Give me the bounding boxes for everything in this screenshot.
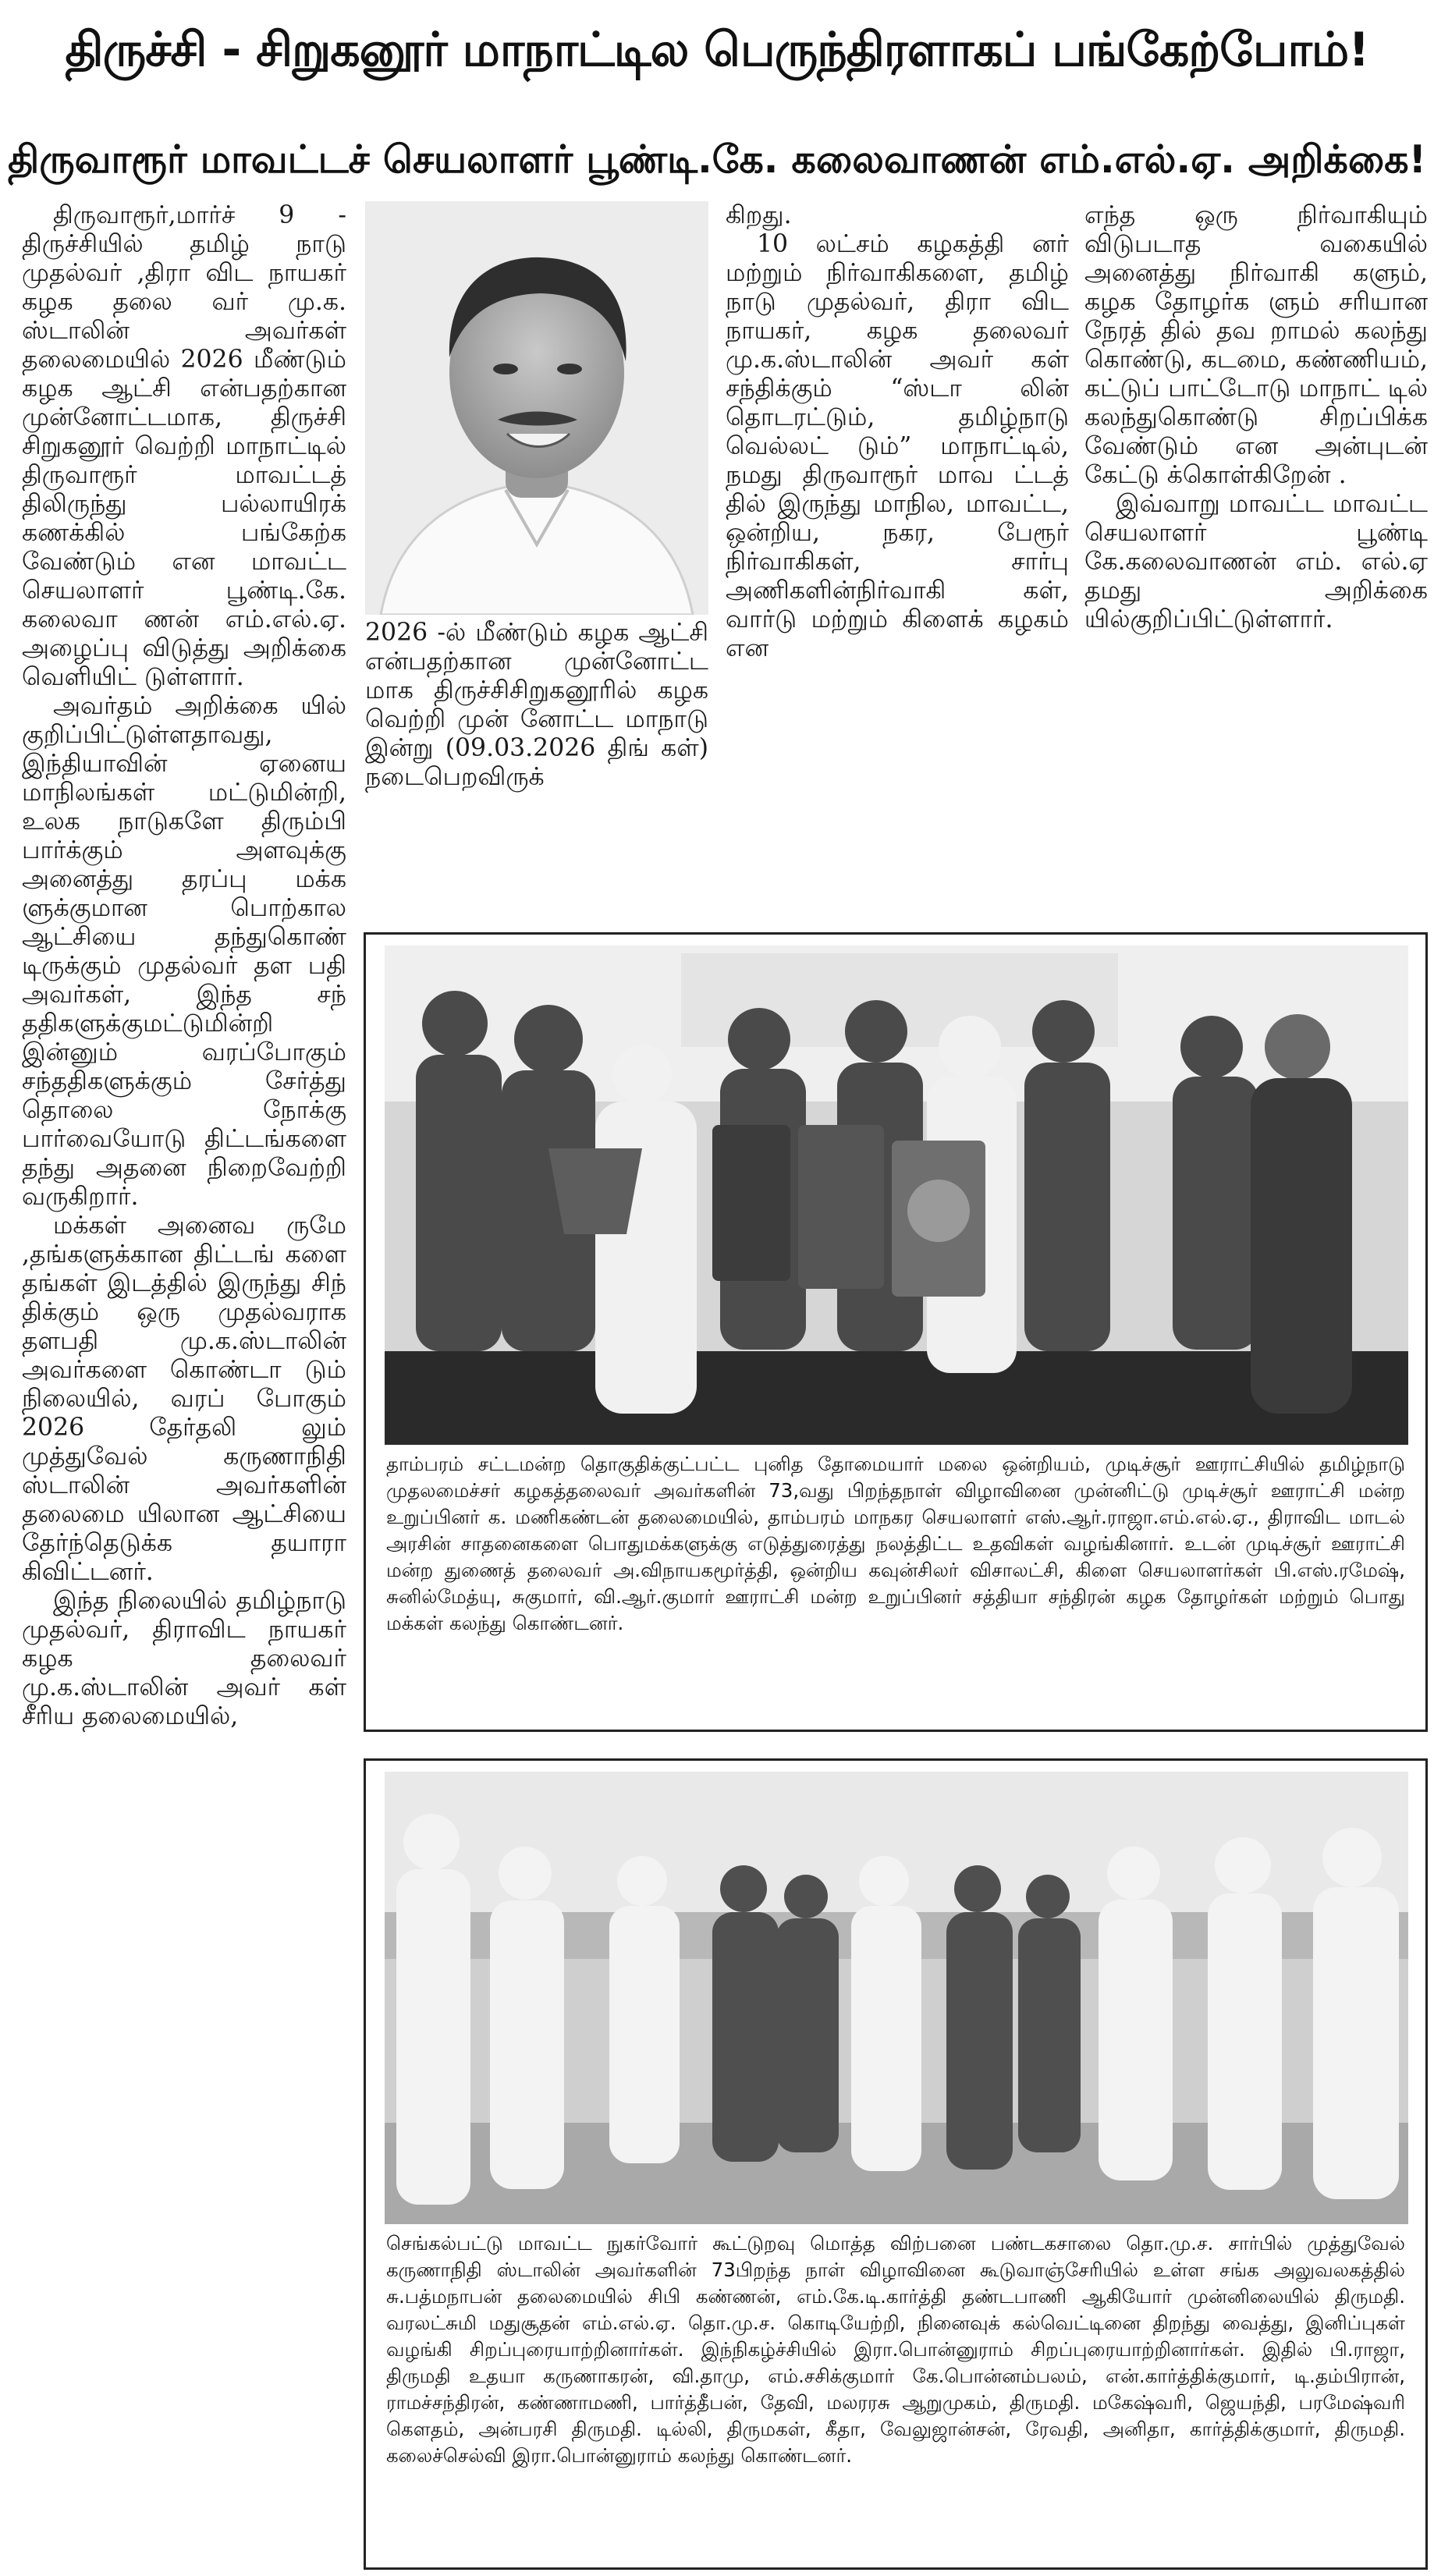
article-column-2 [365,619,708,931]
article-paragraph: எந்த ஒரு நிர்வாகியும் விடுபடாத வகையில் அனைத்து நிர்வாகி களும், கழக தோழர்க ளும் சரியான நேரத் தில் தவ றாமல் கலந்து கொண்டு, கடமை, கண்ணியம், கட்டுப் பாட்டோடு மாநாட் டில் கலந்துகொண்டு சிறப்பிக்க வேண்டும் என அன்புடன் கேட்டு க்கொள்கிறேன் . [1084,201,1428,489]
article-column-4 [1084,201,1428,931]
article-paragraph: 2026 -ல் மீண்டும் கழக ஆட்சி என்பதற்கான முன்னோட்ட மாக திருச்சிசிறுகனூரில் கழக வெற்றி முன் னோட்ட மாநாடு இன்று (09.03.2026 திங் கள்) நடைபெறவிருக் [365,619,708,791]
portrait-photo [365,201,708,615]
article-paragraph: மக்கள் அனைவ ருமே ,தங்களுக்கான திட்டங் களை தங்கள் இடத்தில் இருந்து சிந் திக்கும் ஒரு முதல்வராக தளபதி மு.க.ஸ்டாலின் அவர்களை கொண்டா டும் நிலையில், வரப் போகும் 2026 தேர்தலி லும் முத்துவேல் கருணாநிதி ஸ்டாலின் அவர்களின் தலைமை யிலான ஆட்சியை தேர்ந்தெடுக்க தயாரா கிவிட்டனர். [22,1212,346,1586]
article-paragraph: திருவாரூர்,மார்ச் 9 - திருச்சியில் தமிழ் நாடு முதல்வர் ,திரா விட நாயகர் கழக தலை வர் மு.க. ஸ்டாலின் அவர்கள் தலைமையில் 2026 மீண்டும் கழக ஆட்சி என்பதற்கான முன்னோட்டமாக, திருச்சி சிறுகனூர் வெற்றி மாநாட்டில் திருவாரூர் மாவட்டத் திலிருந்து பல்லாயிரக் கணக்கில் பங்கேற்க வேண்டும் என மாவட்ட செயலாளர் பூண்டி.கே. கலைவா ணன் எம்.எல்.ஏ. அழைப்பு விடுத்து அறிக்கை வெளியிட் டுள்ளார். [22,201,346,691]
article-paragraph: அவர்தம் அறிக்கை யில் குறிப்பிட்டுள்ளதாவது, இந்தியாவின் ஏனைய மாநிலங்கள் மட்டுமின்றி, உலக நாடுகளே திரும்பி பார்க்கும் அளவுக்கு அனைத்து தரப்பு மக்க ளுக்குமான பொற்கால ஆட்சியை தந்துகொண் டிருக்கும் முதல்வர் தள பதி அவர்கள், இந்த சந் ததிகளுக்குமட்டுமின்றி இன்னும் வரப்போகும் சந்ததிகளுக்கும் சேர்த்து தொலை நோக்கு பார்வையோடு திட்டங்களை தந்து அதனை நிறைவேற்றி வருகிறார். [22,692,346,1211]
headline: திருச்சி - சிறுகனூர் மாநாட்டில பெருந்திரளாகப் பங்கேற்போம்! [65,23,1369,77]
news-photo-box-2 [364,1758,1428,2570]
article-paragraph: இவ்வாறு மாவட்ட மாவட்ட செயலாளர் பூண்டி கே.கலைவாணன் எம். எல்.ஏ தமது அறிக்கை யில்குறிப்பிட்டுள்ளார். [1084,490,1428,633]
event-photo [385,946,1408,1445]
photo-caption: செங்கல்பட்டு மாவட்ட நுகர்வோர் கூட்டுறவு மொத்த விற்பனை பண்டகசாலை தொ.மு.ச. சார்பில் முத்துவேல் கருணாநிதி ஸ்டாலின் அவர்களின் 73பிறந்த நாள் விழாவினை கூடுவாஞ்சேரியில் உள்ள சங்க அலுவலகத்தில் சு.பத்மநாபன் தலைமையில் சிபி கண்ணன், எம்.கே.டி.கார்த்தி தண்டபாணி ஆகியோர் முன்னிலையில் திருமதி. வரலட்சுமி மதுசூதன் எம்.எல்.ஏ. தொ.மு.ச. கொடியேற்றி, நினைவுக் கல்வெட்டினை திறந்து வைத்து, இனிப்புகள் வழங்கி சிறப்புரையாற்றினார்கள். இந்நிகழ்ச்சியில் இரா.பொன்னுராம் சிறப்புரையாற்றினார்கள். இதில் பி.ராஜா, திருமதி உதயா கருணாகரன், வி.தாமு, எம்.சசிக்குமார் கே.பொன்னம்பலம், என்.கார்த்திக்குமார், டி.தம்பிரான், ராமச்சந்திரன், கண்ணாமணி, பார்த்தீபன், தேவி, மலரரசு ஆறுமுகம், திருமதி. மகேஷ்வரி, ஜெயந்தி, பரமேஷ்வரி கௌதம், அன்பரசி திருமதி. டில்லி, திருமகள், கீதா, வேலுஜான்சன், ரேவதி, அனிதா, கார்த்திக்குமார், திருமதி. கலைச்செல்வி இரா.பொன்னுராம் கலந்து கொண்டனர். [386,2232,1405,2467]
article-paragraph: கிறது. [726,201,792,229]
subheadline: திருவாரூர் மாவட்டச் செயலாளர் பூண்டி.கே. கலைவாணன் எம்.எல்.ஏ. அறிக்கை! [8,137,1426,182]
photo-caption: தாம்பரம் சட்டமன்ற தொகுதிக்குட்பட்ட புனித தோமையார் மலை ஒன்றியம், முடிச்சூர் ஊராட்சியில் தமிழ்நாடு முதலமைச்சர் கழகத்தலைவர் அவர்களின் 73,வது பிறந்தநாள் விழாவினை முன்னிட்டு முடிச்சூர் ஊராட்சி மன்ற உறுப்பினர் க. மணிகண்டன் தலைமையில், தாம்பரம் மாநகர செயலாளர் எஸ்.ஆர்.ராஜா.எம்.எல்.ஏ., திராவிட மாடல் அரசின் சாதனைகளை பொதுமக்களுக்கு எடுத்துரைத்து நலத்திட்ட உதவிகள் வழங்கினார். உடன் முடிச்சூர் ஊராட்சி மன்ற துணைத் தலைவர் அ.விநாயகமூர்த்தி, ஒன்றிய கவுன்சிலர் விசாலட்சி, கிளை செயலாளர்கள் பி.எஸ்.ரமேஷ், சுனில்மேத்யு, சுகுமார், வி.ஆர்.குமார் ஊராட்சி மன்ற உறுப்பினர் சத்தியா சந்திரன் கழக தோழர்கள் மற்றும் பொது மக்கள் கலந்து கொண்டனர். [386,1453,1405,1634]
news-photo-box-1 [364,932,1428,1732]
article-paragraph: 10 லட்சம் கழகத்தி னர் மற்றும் நிர்வாகிகளை, தமிழ் நாடு முதல்வர், திரா விட நாயகர், கழக தலைவர் மு.க.ஸ்டாலின் அவர் கள் சந்திக்கும் “ஸ்டா லின் தொடரட்டும், தமிழ்நாடு வெல்லட் டும்” மாநாட்டில், நமது திருவாரூர் மாவ ட்டத் தில் இருந்து மாநில, மாவட்ட, ஒன்றிய, நகர, பேரூர் நிர்வாகிகள், சார்பு அணிகளின்நிர்வாகி கள், வார்டு மற்றும் கிளைக் கழகம் என [726,230,1069,662]
article-column-3 [726,201,1069,931]
article-column-1 [22,201,346,2568]
event-photo [385,1772,1408,2224]
article-paragraph: இந்த நிலையில் தமிழ்நாடு முதல்வர், திராவிட நாயகர் கழக தலைவர் மு.க.ஸ்டாலின் அவர் கள் சீரிய தலைமையில், [22,1587,346,1730]
